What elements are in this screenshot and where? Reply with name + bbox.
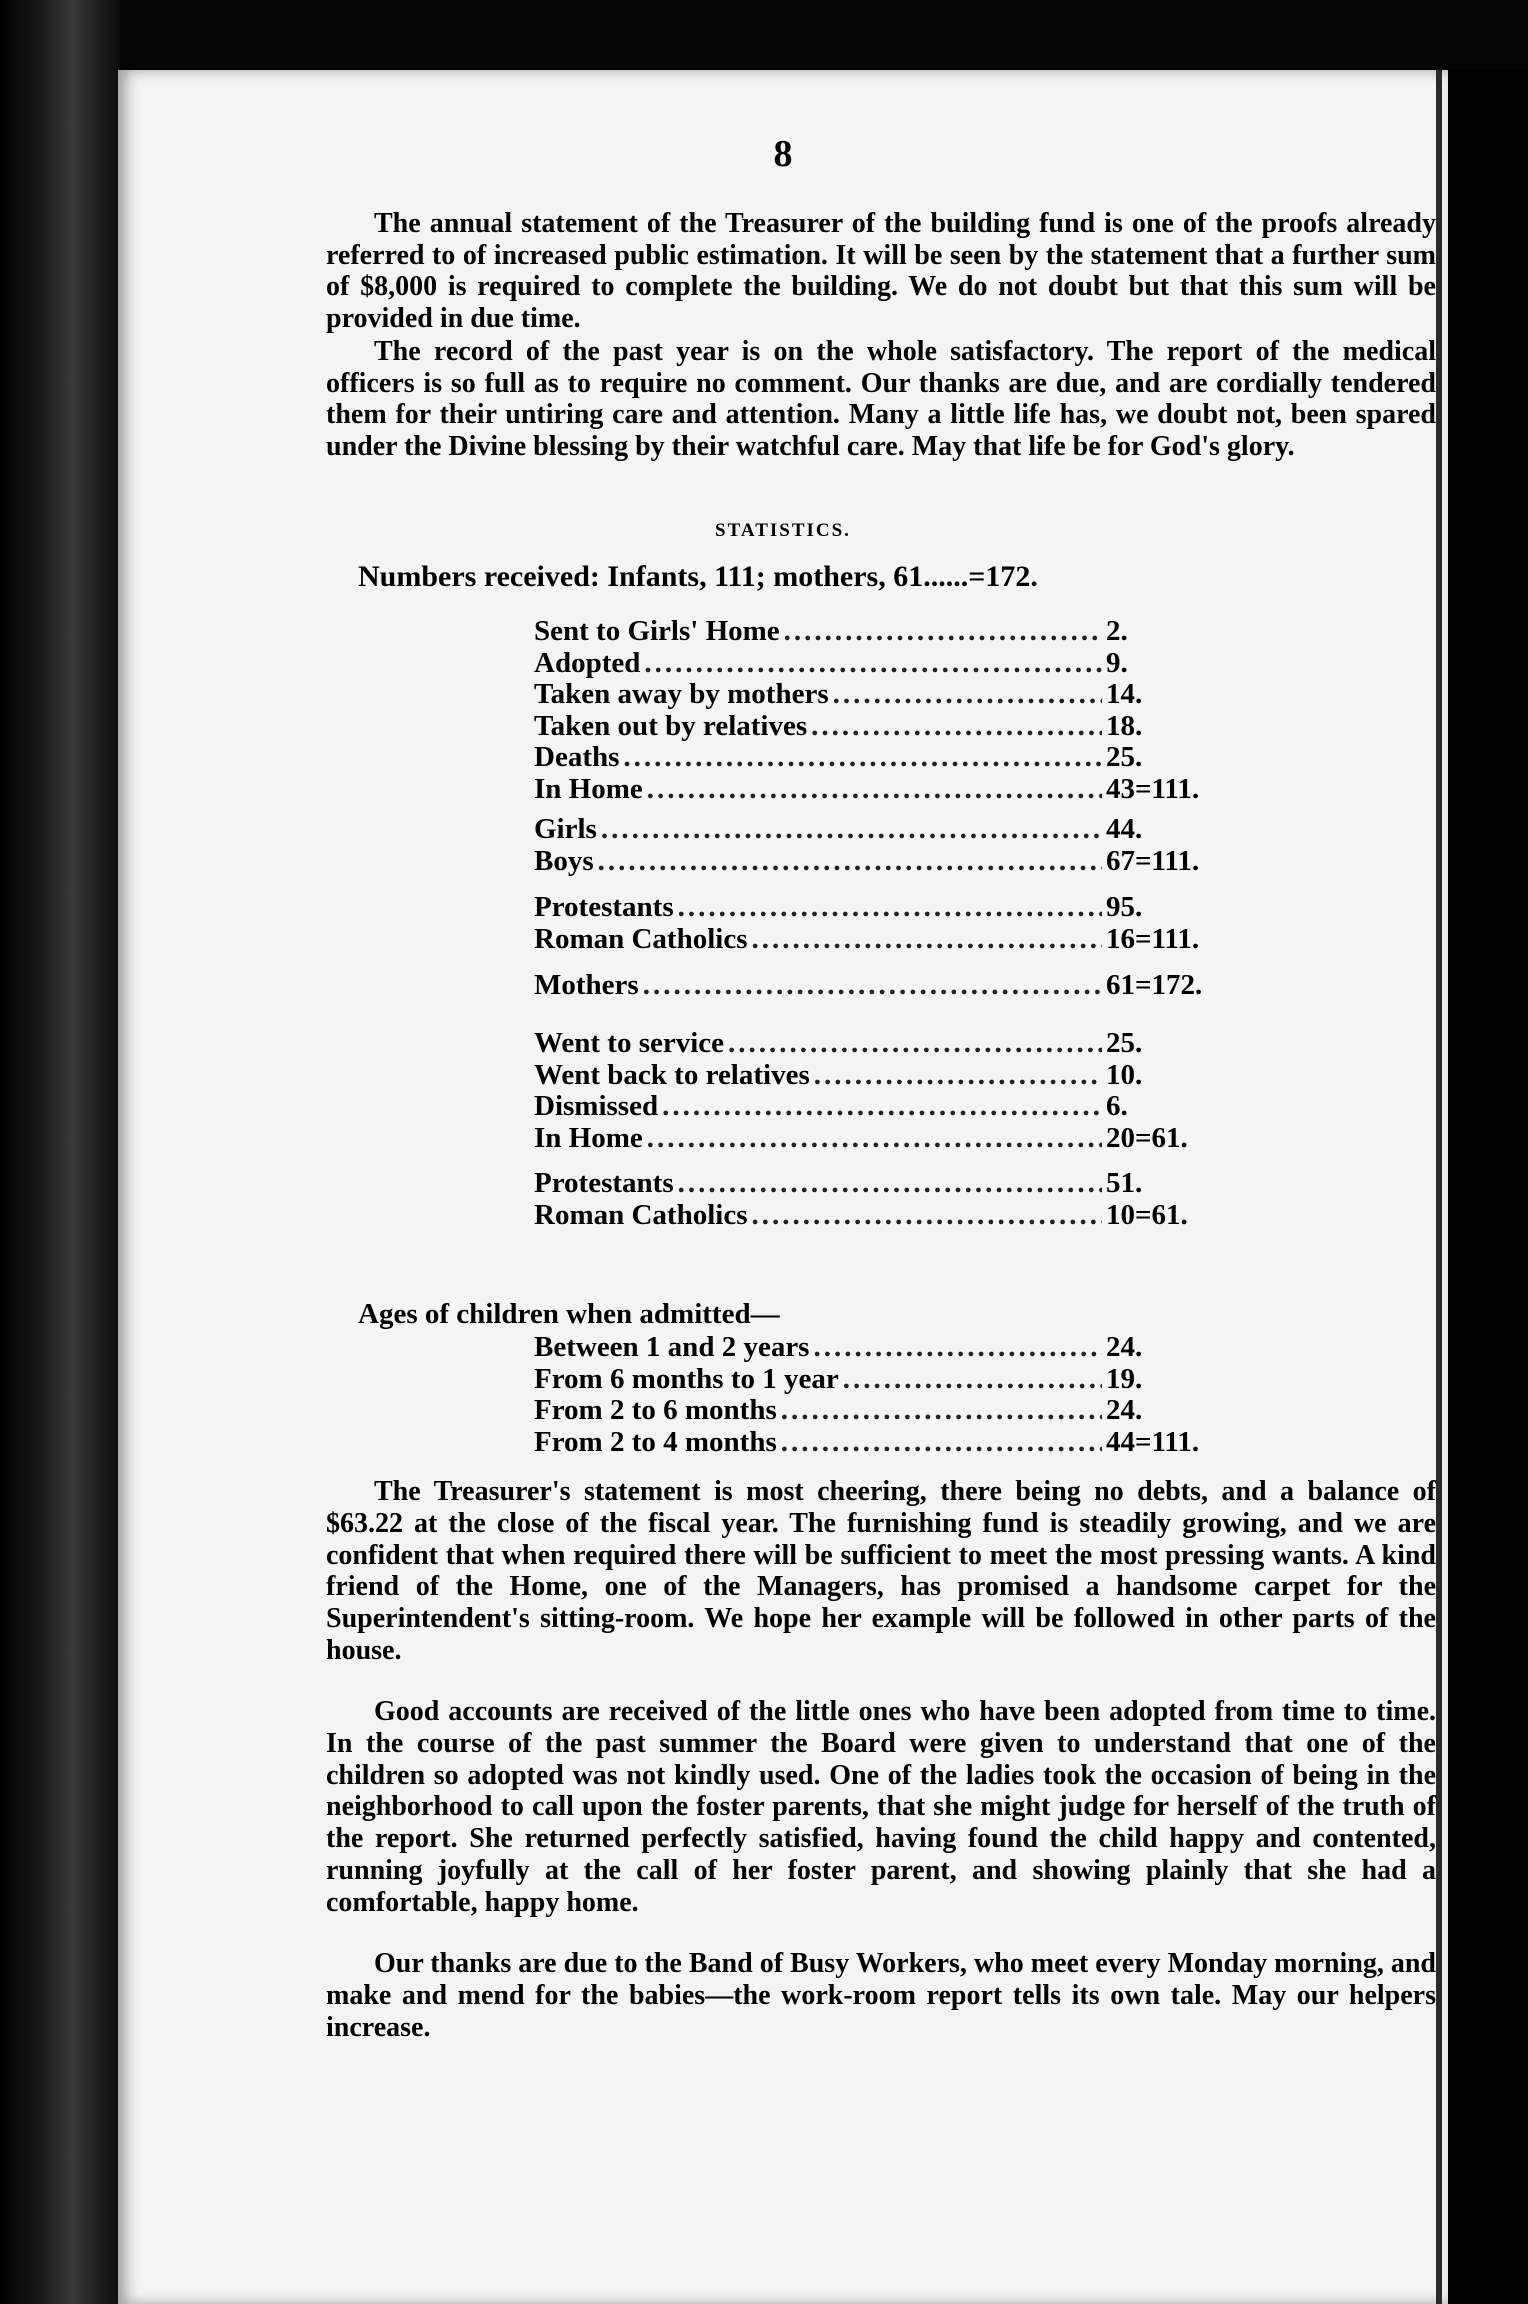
paragraph-record: The record of the past year is on the whole satisfactory. The report of the medical officers is so full as to require no comment. Our thanks are due, and are cordially tendered them for their untiring care and attention. Many a little life has, we doubt not, been spared under the Divine blessing by their watchful care. May that life be for God's glory. bbox=[326, 336, 1436, 462]
paragraph-treasurer: The Treasurer's statement is most cheering, there being no debts, and a balance of $63.22 at the close of the fiscal year. The furnishing fund is steadily growing, and we are confident that when required there will be sufficient to meet the most pressing wants. A kind friend of the Home, one of the Managers, has promised a handsome carpet for the Superintendent's sitting-room. We hope her example will be followed in other parts of the house. bbox=[326, 1476, 1436, 1666]
religion-mothers-list bbox=[534, 1168, 1234, 1231]
ages-list bbox=[534, 1332, 1234, 1458]
list-item: Boys ..... 67=111. bbox=[534, 846, 1234, 878]
list-item: Went back to relatives ..... 10. bbox=[534, 1060, 1234, 1092]
book-spine bbox=[0, 0, 120, 2304]
ages-heading: Ages of children when admitted— bbox=[358, 1298, 780, 1330]
list-item: Roman Catholics ..... 10=61. bbox=[534, 1200, 1234, 1232]
paragraph-adoption: Good accounts are received of the little ones who have been adopted from time to time. In the course of the past summer the Board were given to understand that one of the children so adopted was not kindly used. One of the ladies took the occasion of being in the neighborhood to call upon the foster parents, that she might judge for herself of the truth of the report. She returned perfectly satisfied, having found the child happy and contented, running joyfully at the call of her foster parent, and showing plainly that she had a comfortable, happy home. bbox=[326, 1696, 1436, 1918]
mothers-outcome-list bbox=[534, 1028, 1234, 1154]
list-item: Sent to Girls' Home ..... 2. bbox=[534, 616, 1234, 648]
list-item: Adopted ..... 9. bbox=[534, 648, 1234, 680]
list-item: In Home ..... 20=61. bbox=[534, 1123, 1234, 1155]
paragraph-busy-workers: Our thanks are due to the Band of Busy Workers, who meet every Monday morning, and make and mend for the babies—the work-room report tells its own tale. May our helpers increase. bbox=[326, 1948, 1436, 2043]
list-item: Went to service ..... 25. bbox=[534, 1028, 1234, 1060]
religion-infants-list bbox=[534, 892, 1234, 955]
sex-list bbox=[534, 814, 1234, 877]
numbers-received: Numbers received: Infants, 111; mothers, 61......=172. bbox=[358, 560, 1038, 593]
list-item: Dismissed ..... 6. bbox=[534, 1091, 1234, 1123]
page-content bbox=[118, 70, 1448, 2304]
list-item: Taken away by mothers ..... 14. bbox=[534, 679, 1234, 711]
list-item: Taken out by relatives ..... 18. bbox=[534, 711, 1234, 743]
list-item: In Home ..... 43=111. bbox=[534, 774, 1234, 806]
statistics-heading: STATISTICS. bbox=[715, 520, 851, 541]
list-item: Deaths ..... 25. bbox=[534, 742, 1234, 774]
list-item: From 2 to 6 months ..... 24. bbox=[534, 1395, 1234, 1427]
list-item: Between 1 and 2 years ..... 24. bbox=[534, 1332, 1234, 1364]
list-item: Mothers ..... 61=172. bbox=[534, 970, 1234, 1002]
list-item: Protestants ..... 51. bbox=[534, 1168, 1234, 1200]
paragraph-building-fund: The annual statement of the Treasurer of the building fund is one of the proofs already referred to of increased public estimation. It will be seen by the statement that a further sum of $8,000 is required to complete the building. We do not doubt but that this sum will be provided in due time. bbox=[326, 208, 1436, 334]
mothers-total-list bbox=[534, 970, 1234, 1002]
list-item: From 2 to 4 months ..... 44=111. bbox=[534, 1427, 1234, 1459]
list-item: Protestants ..... 95. bbox=[534, 892, 1234, 924]
list-item: From 6 months to 1 year ..... 19. bbox=[534, 1364, 1234, 1396]
scan-border bbox=[1448, 70, 1528, 2304]
page-number: 8 bbox=[773, 133, 793, 175]
list-item: Roman Catholics ..... 16=111. bbox=[534, 924, 1234, 956]
list-item: Girls ..... 44. bbox=[534, 814, 1234, 846]
infants-outcome-list bbox=[534, 616, 1234, 805]
